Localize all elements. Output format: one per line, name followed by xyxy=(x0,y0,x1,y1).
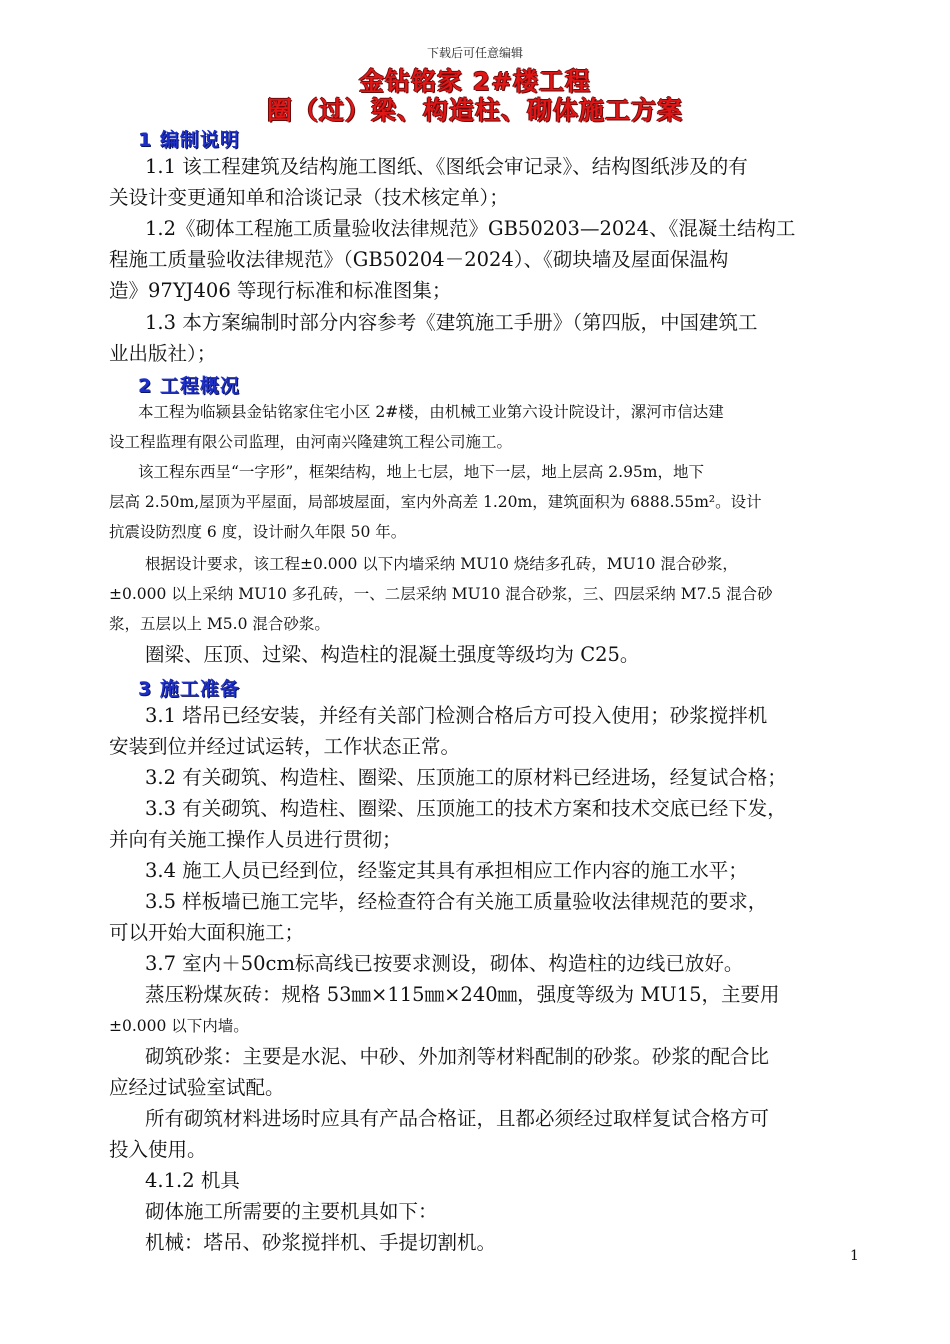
paragraph-line: 圈梁、压顶、过梁、构造柱的混凝土强度等级均为 C25。 xyxy=(145,643,640,666)
section-heading-2: 2 工程概况 xyxy=(138,375,240,397)
paragraph-line: 1.2《砌体工程施工质量验收法律规范》GB50203—2024、《混凝土结构工 xyxy=(145,217,796,240)
paragraph-line: 本工程为临颍县金钻铭家住宅小区 2#楼，由机械工业第六设计院设计，漯河市信达建 xyxy=(138,403,724,421)
paragraph-line: 1.3 本方案编制时部分内容参考《建筑施工手册》（第四版，中国建筑工 xyxy=(145,311,758,334)
document-title-line1: 金钻铭家 2#楼工程 xyxy=(358,67,592,96)
paragraph-line: 3.3 有关砌筑、构造柱、圈梁、压顶施工的技术方案和技术交底已经下发， xyxy=(145,797,787,820)
paragraph-line: 应经过试验室试配。 xyxy=(109,1076,285,1099)
header-note: 下载后可任意编辑 xyxy=(426,46,523,60)
paragraph-line: 3.2 有关砌筑、构造柱、圈梁、压顶施工的原材料已经进场，经复试合格； xyxy=(145,766,787,789)
paragraph-line: ±0.000 以下内墙。 xyxy=(109,1017,249,1035)
paragraph-line: 业出版社）； xyxy=(109,342,217,365)
paragraph-line: 关设计变更通知单和洽谈记录（技术核定单）； xyxy=(109,186,509,209)
paragraph-line: 砌体施工所需要的主要机具如下： xyxy=(145,1200,438,1223)
paragraph-line: 3.7 室内＋50cm标高线已按要求测设，砌体、构造柱的边线已放好。 xyxy=(145,952,744,975)
paragraph-line: 程施工质量验收法律规范》（GB50204－2024）、《砌块墙及屋面保温构 xyxy=(109,248,729,271)
paragraph-line: 可以开始大面积施工； xyxy=(109,921,305,944)
page-number: 1 xyxy=(850,1248,859,1264)
paragraph-line: 3.1 塔吊已经安装，并经有关部门检测合格后方可投入使用；砂浆搅拌机 xyxy=(145,704,768,727)
paragraph-line: 该工程东西呈“一字形”，框架结构，地上七层，地下一层，地上层高 2.95m，地下 xyxy=(138,463,704,481)
paragraph-line: 抗震设防烈度 6 度，设计耐久年限 50 年。 xyxy=(109,523,407,541)
paragraph-line: 投入使用。 xyxy=(109,1138,207,1161)
paragraph-line: 设工程监理有限公司监理，由河南兴隆建筑工程公司施工。 xyxy=(109,433,513,451)
paragraph-line: 层高 2.50m,屋顶为平屋面，局部坡屋面，室内外高差 1.20m，建筑面积为 6888.55m²。设计 xyxy=(109,493,762,511)
paragraph-line: 造》97YJ406 等现行标准和标准图集； xyxy=(109,279,452,302)
paragraph-line: 4.1.2 机具 xyxy=(145,1169,240,1192)
paragraph-line: 砌筑砂浆：主要是水泥、中砂、外加剂等材料配制的砂浆。砂浆的配合比 xyxy=(145,1045,770,1068)
paragraph-line: 所有砌筑材料进场时应具有产品合格证，且都必须经过取样复试合格方可 xyxy=(145,1107,770,1130)
paragraph-line: 并向有关施工操作人员进行贯彻； xyxy=(109,828,402,851)
paragraph-line: ±0.000 以上采纳 MU10 多孔砖，一、二层采纳 MU10 混合砂浆，三、四层采纳 M7.5 混合砂 xyxy=(109,585,773,603)
paragraph-line: 蒸压粉煤灰砖：规格 53㎜×115㎜×240㎜，强度等级为 MU15，主要用 xyxy=(145,983,780,1006)
paragraph-line: 3.5 样板墙已施工完毕，经检查符合有关施工质量验收法律规范的要求， xyxy=(145,890,768,913)
document-title-line2: 圈（过）梁、构造柱、砌体施工方案 xyxy=(266,96,683,125)
paragraph-line: 1.1 该工程建筑及结构施工图纸、《图纸会审记录》、结构图纸涉及的有 xyxy=(145,155,748,178)
section-heading-3: 3 施工准备 xyxy=(138,678,240,700)
paragraph-line: 根据设计要求，该工程±0.000 以下内墙采纳 MU10 烧结多孔砖，MU10 混合砂浆， xyxy=(145,555,738,573)
section-heading-1: 1 编制说明 xyxy=(138,129,240,151)
paragraph-line: 安装到位并经过试运转，工作状态正常。 xyxy=(109,735,461,758)
paragraph-line: 3.4 施工人员已经到位，经鉴定其具有承担相应工作内容的施工水平； xyxy=(145,859,748,882)
paragraph-line: 浆，五层以上 M5.0 混合砂浆。 xyxy=(109,615,330,633)
paragraph-line: 机械：塔吊、砂浆搅拌机、手提切割机。 xyxy=(145,1231,497,1254)
